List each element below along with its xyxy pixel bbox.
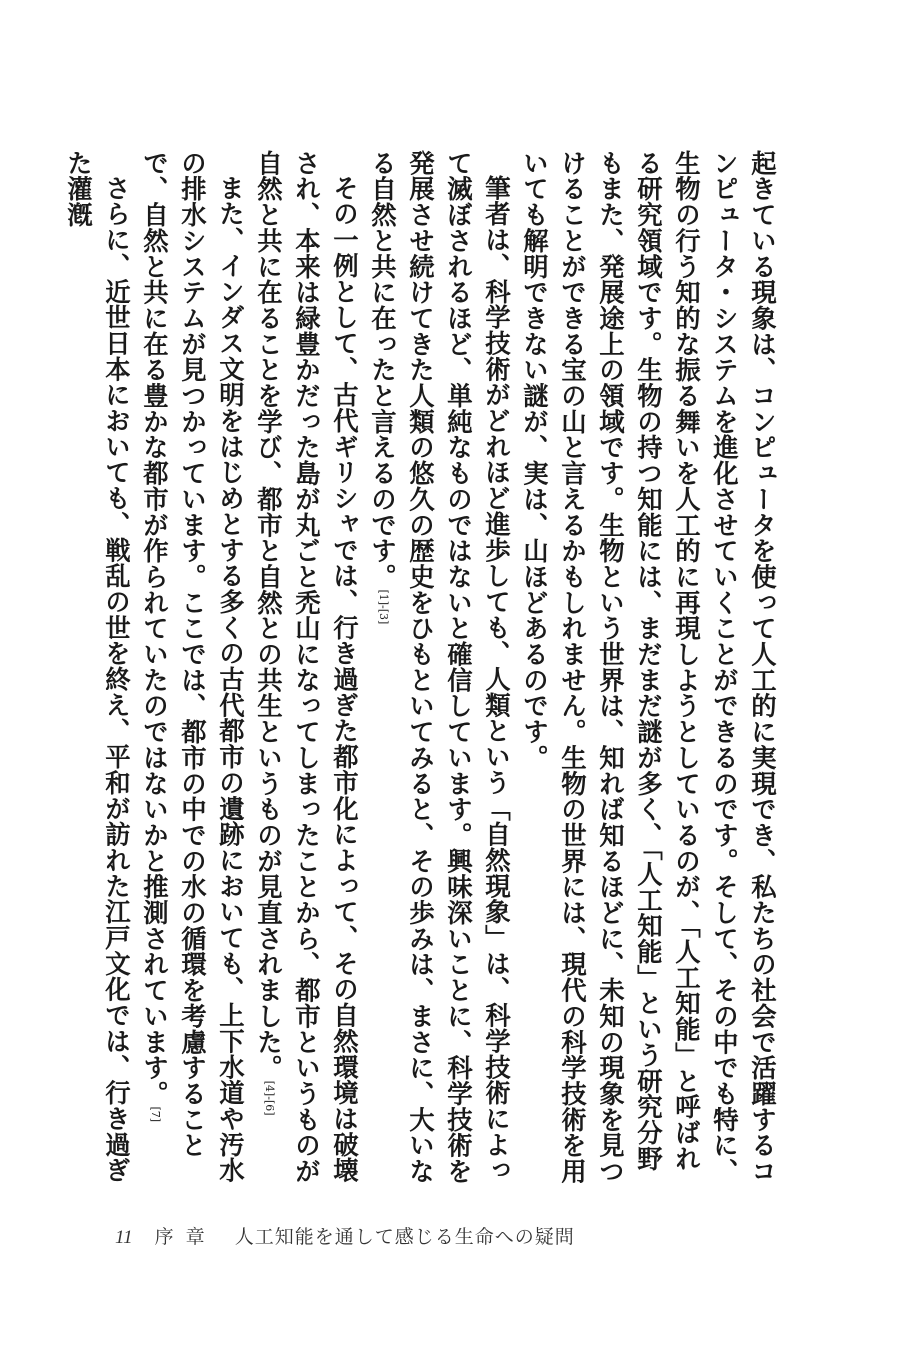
paragraph-continued xyxy=(516,150,782,1190)
chapter-label: 序章 xyxy=(154,1226,217,1248)
paragraph xyxy=(60,150,136,1190)
paragraph xyxy=(250,150,364,1190)
page-number: 11 xyxy=(115,1227,133,1248)
citation-ref: [4]-[6] xyxy=(263,1080,276,1116)
paragraph xyxy=(136,150,250,1190)
paragraph xyxy=(364,150,516,1190)
paragraph-text: 起きている現象は、コンピュータを使って人工的に実現でき、私たちの社会で活躍するコンピュ xyxy=(710,150,778,1184)
paragraph-text: その一例として、古代ギリシャでは、行き過ぎた都市化によって、その自然環境は破壊され、本来は緑豊かだった島が丸ごと禿山になってしまったことから、都市というものが自然と共に在ることを学び、都市と自然との共生というものが見直されました。 xyxy=(254,150,360,1184)
vertical-body-text xyxy=(64,150,782,1190)
citation-ref: [1]-[3] xyxy=(377,589,390,625)
paragraph-text: ータ・システムを進化させていくことができるのです。そして、その中でも特に、生物の行う知的な振る舞いを人工的に再現しようとしているのが、「人工知能」と呼ばれる研究領域です。生物の持つ知能には、まだまだ謎が多く、「人工知能」という研究分野もまた、発展途上の領域です。生物という世界は、知れば知るほどに、未知の現象を見つけることができる宝の山と言えるかもしれません。生物の世界には、現代の科学技術を用いても解明できない謎が、実は、山ほどあるのです。 xyxy=(520,150,740,1185)
paragraph-text: さらに、近世日本においても、戦乱の世を終え、平和が訪れた江戸文化では、行き過ぎた灌漑 xyxy=(64,150,132,1184)
citation-ref: [7] xyxy=(149,1106,162,1123)
page-footer xyxy=(115,1222,575,1249)
paragraph-text: 筆者は、科学技術がどれほど進歩しても、人類という「自然現象」は、科学技術によって滅ぼされるほど、単純なものではないと確信しています。興味深いことに、科学技術を発展させ続けてきた人類の悠久の歴史をひもといてみると、その歩みは、まさに、大いなる自然と共に在ったと言えるのです。 xyxy=(368,150,512,1184)
chapter-title: 人工知能を通して感じる生命への疑問 xyxy=(234,1226,575,1248)
paragraph-text: また、インダス文明をはじめとする多くの古代都市の遺跡においても、上下水道や汚水の排水システムが見つかっています。ここでは、都市の中での水の循環を考慮することで、自然と共に在る豊かな都市が作られていたのではないかと推測されています。 xyxy=(140,150,246,1184)
